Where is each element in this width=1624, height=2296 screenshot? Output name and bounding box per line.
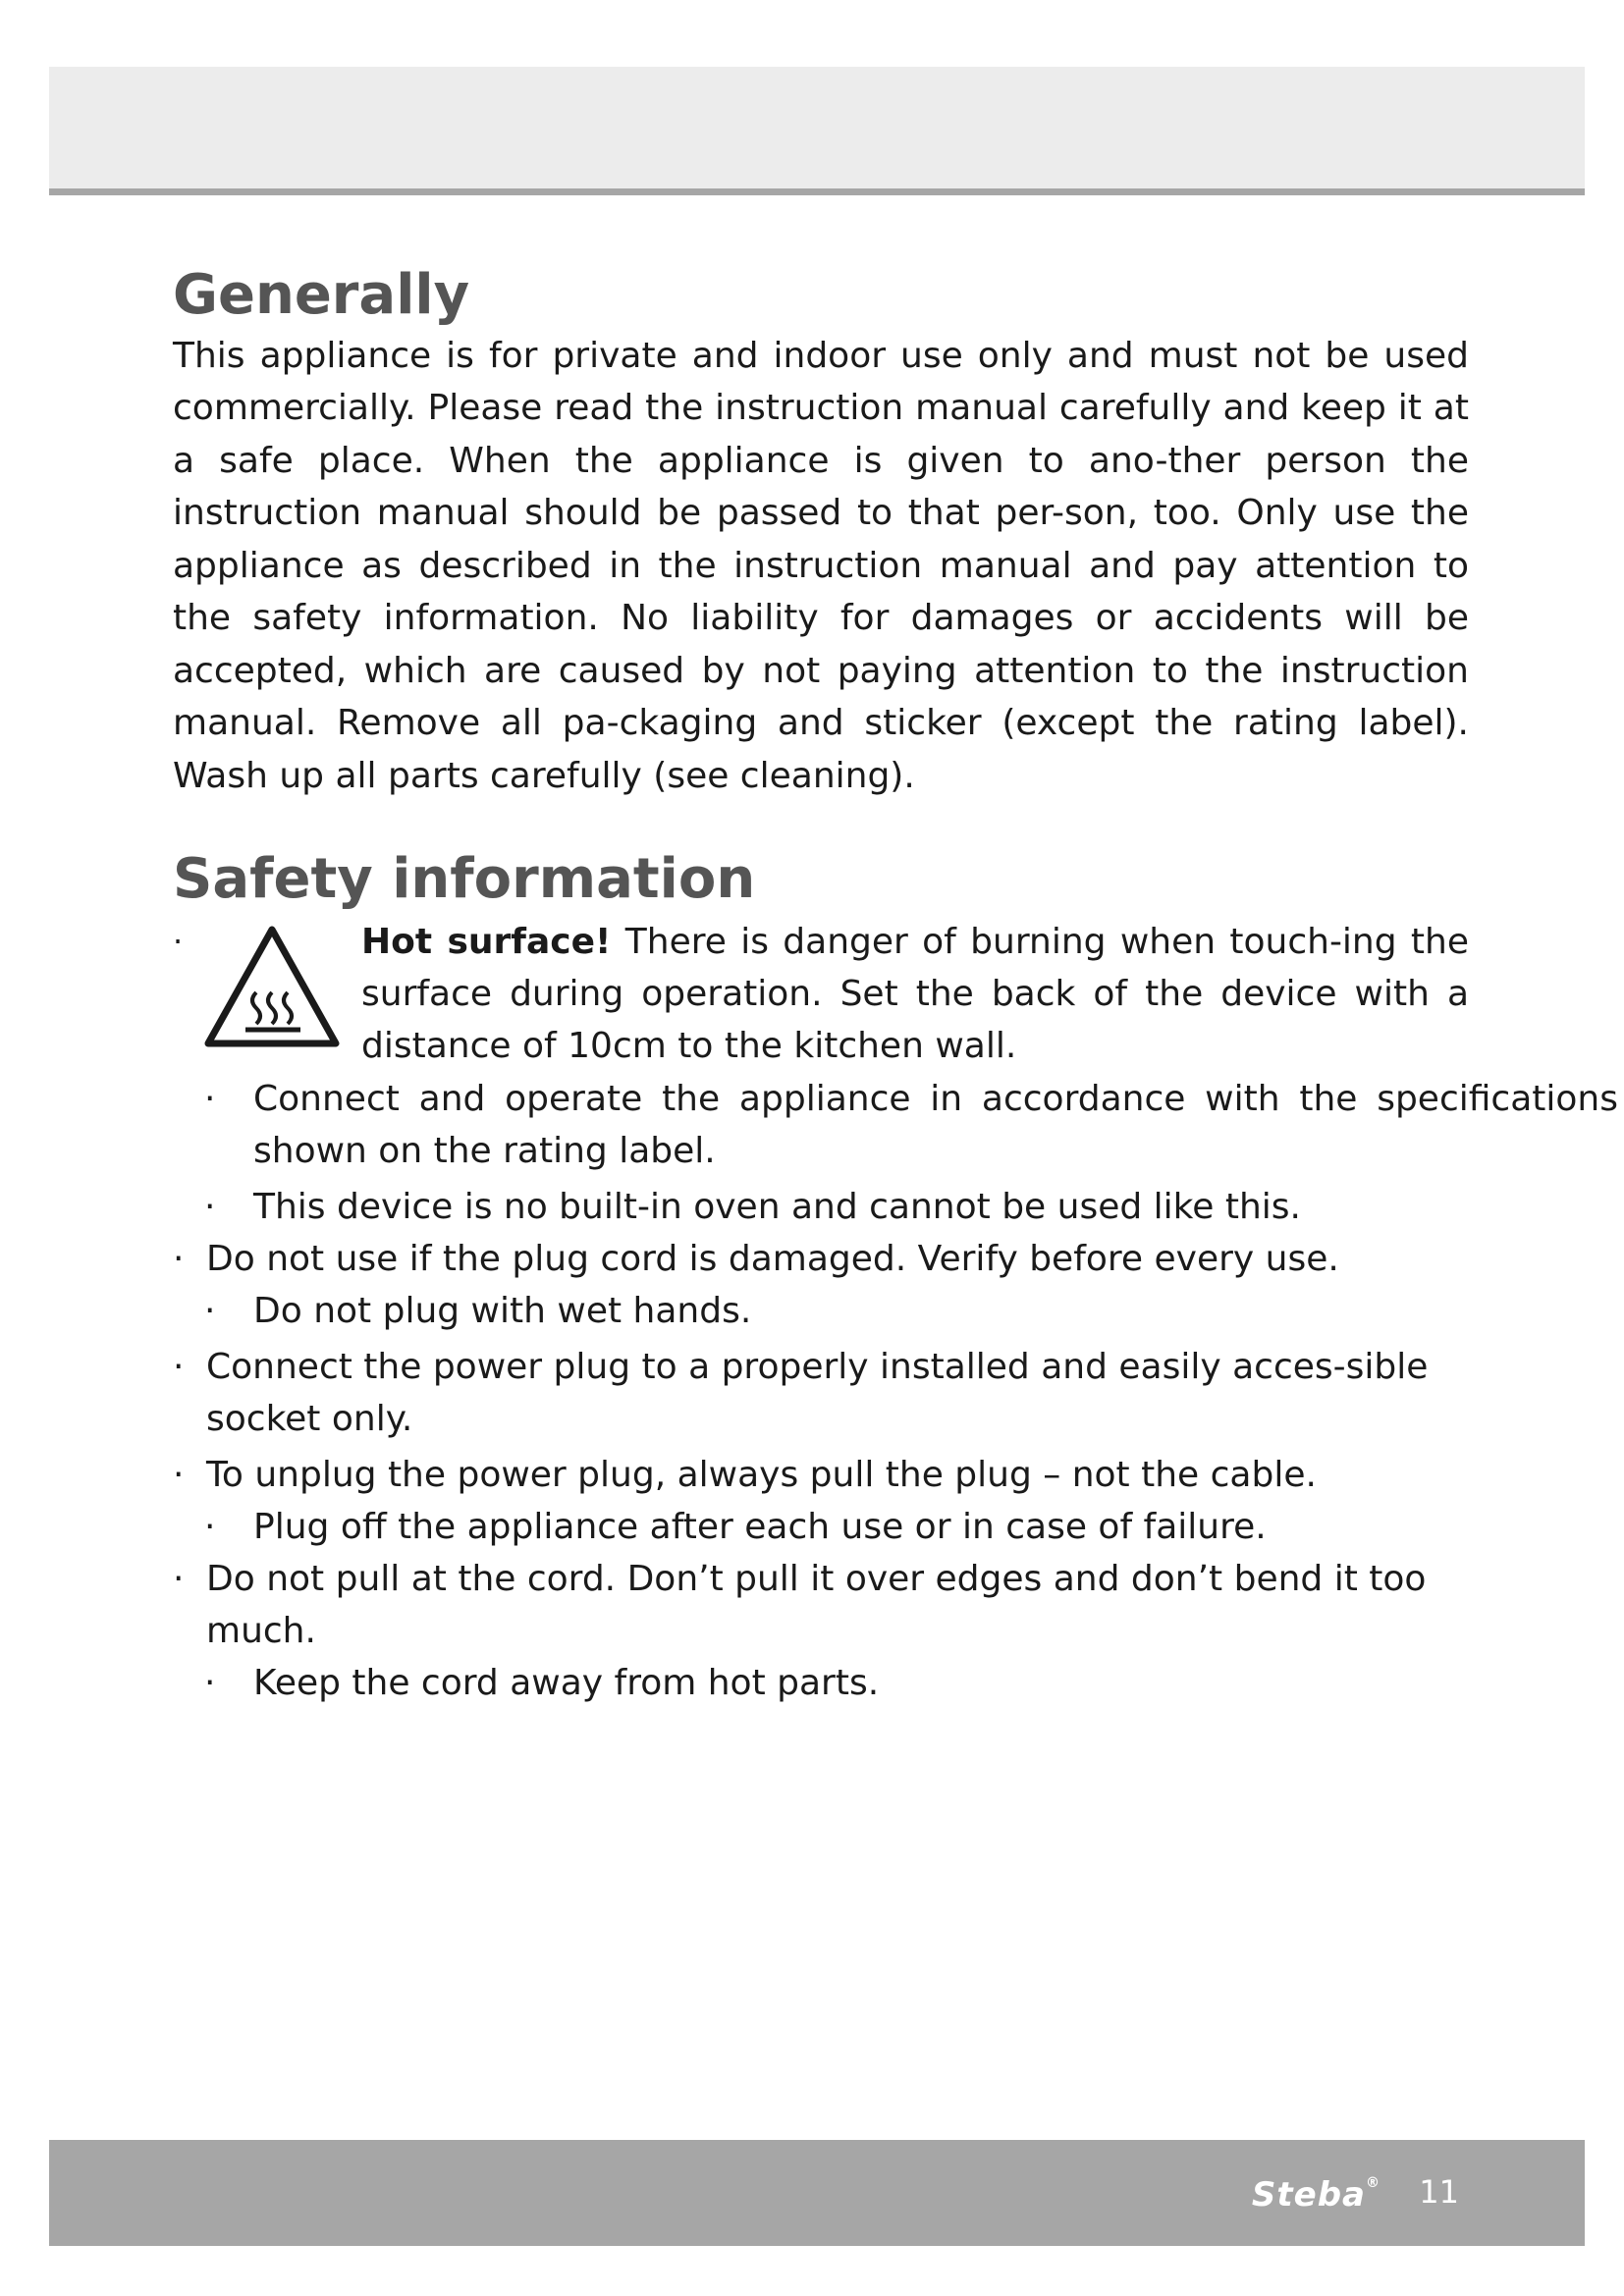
- footer-band: [49, 2140, 1585, 2246]
- list-item: · Keep the cord away from hot parts.: [204, 1657, 1469, 1709]
- list-item: · Plug off the appliance after each use or in case of failure.: [204, 1501, 1469, 1553]
- steba-logo: [1252, 2175, 1380, 2215]
- list-item: · This device is no built-in oven and cannot be used like this.: [204, 1181, 1469, 1233]
- list-item: · Connect and operate the appliance in accordance with the specifications shown on the rating label.: [204, 1073, 1618, 1177]
- bullet-dot: ·: [173, 922, 184, 960]
- hot-surface-warning-icon: [202, 924, 342, 1049]
- hot-surface-item: [173, 916, 1469, 1073]
- list-item: · Do not use if the plug cord is damaged. Verify before every use.: [173, 1233, 1469, 1285]
- list-item: · Connect the power plug to a properly installed and easily acces-sible socket only.: [173, 1341, 1469, 1445]
- registered-mark: ®: [1366, 2175, 1380, 2191]
- brand-name: Steba: [1251, 2175, 1366, 2215]
- list-item: · To unplug the power plug, always pull the plug – not the cable.: [173, 1449, 1469, 1501]
- hot-surface-label: Hot surface!: [361, 921, 612, 962]
- generally-body: This appliance is for private and indoor use only and must not be used commercially. Please read the instruction manual carefully and keep it at a safe place. When the appliance is given to ano-ther person the instruction manual should be passed to that per-son, too. Only use the appliance as described in the instruction manual and pay attention to the safety information. No liability for damages or accidents will be accepted, which are caused by not paying attention to the instruction manual. Remove all pa-ckaging and sticker (except the rating label). Wash up all parts carefully (see cleaning).: [173, 335, 1469, 796]
- header-band: [49, 67, 1585, 195]
- list-item: · Do not plug with wet hands.: [204, 1285, 1469, 1337]
- list-item: · Do not pull at the cord. Don’t pull it over edges and don’t bend it too much.: [173, 1553, 1469, 1657]
- safety-title: Safety information: [173, 847, 756, 912]
- hot-surface-description: There is danger of burning when touch-ing the surface during operation. Set the back of the device with a distance of 10cm to the kitchen wall.: [361, 921, 1470, 1066]
- safety-list: [173, 1073, 1618, 1709]
- generally-title: Generally: [173, 263, 470, 327]
- hot-surface-text: [361, 916, 1469, 1072]
- page-number: 11: [1419, 2173, 1459, 2211]
- page-content: [173, 263, 1618, 1709]
